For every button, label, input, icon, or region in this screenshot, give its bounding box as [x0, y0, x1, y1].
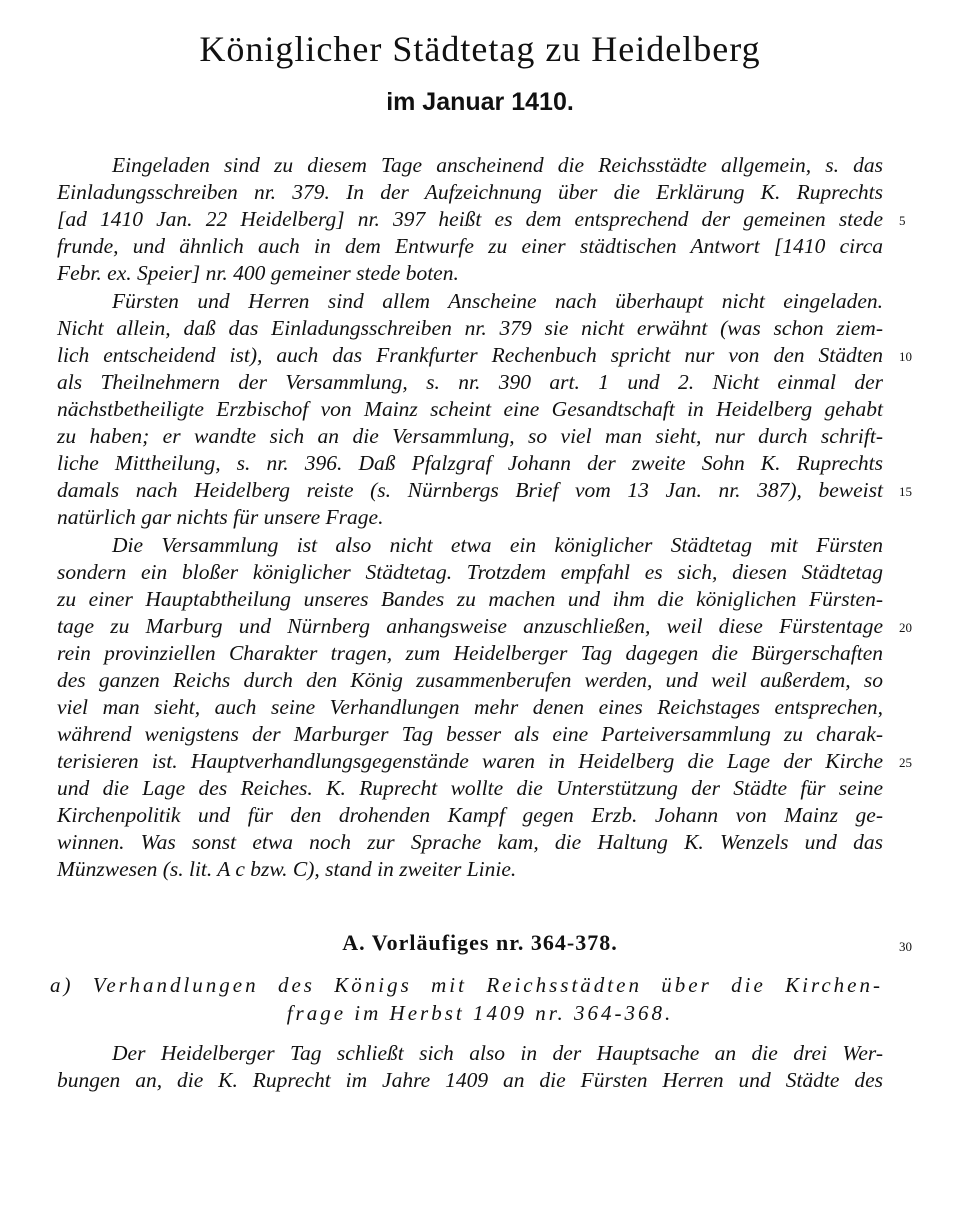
text-line: Nicht allein, daß das Einladungsschreiben nr. 379 sie nicht erwähnt (was schon ziem-	[57, 316, 883, 340]
text-line: tage zu Marburg und Nürnberg anhangsweise anzuschließen, weil diese Fürstentage	[57, 614, 883, 638]
line-number: 15	[899, 484, 912, 499]
page-subtitle: im Januar 1410.	[386, 88, 574, 116]
section-subheading-line: frage im Herbst 1409 nr. 364-368.	[286, 1001, 674, 1025]
text-line: zu einer Hauptabtheilung unseres Bandes zu machen und ihm die königlichen Fürsten-	[57, 587, 883, 611]
line-number: 25	[899, 755, 912, 770]
text-line: sondern ein bloßer königlicher Städtetag. Trotzdem empfahl es sich, diesen Städtetag	[57, 560, 883, 584]
text-line: während wenigstens der Marburger Tag besser als eine Parteiversammlung zu charak-	[57, 722, 883, 746]
text-line: Fürsten und Herren sind allem Anscheine nach überhaupt nicht eingeladen.	[112, 289, 883, 313]
line-number: 20	[899, 620, 912, 635]
section-heading: A. Vorläufiges nr. 364-378.	[342, 930, 618, 955]
text-line: Febr. ex. Speier] nr. 400 gemeiner stede boten.	[57, 261, 459, 285]
text-line: Die Versammlung ist also nicht etwa ein königlicher Städtetag mit Fürsten	[112, 533, 883, 557]
text-line: [ad 1410 Jan. 22 Heidelberg] nr. 397 heißt es dem entsprechend der gemeinen stede	[57, 207, 883, 231]
text-line: und die Lage des Reiches. K. Ruprecht wollte die Unterstützung der Städte für seine	[57, 776, 883, 800]
text-line: Münzwesen (s. lit. A c bzw. C), stand in zweiter Linie.	[57, 857, 517, 881]
text-line: bungen an, die K. Ruprecht im Jahre 1409 an die Fürsten Herren und Städte des	[57, 1068, 883, 1092]
text-line: damals nach Heidelberg reiste (s. Nürnbergs Brief vom 13 Jan. nr. 387), beweist	[57, 478, 883, 502]
page-title: Königlicher Städtetag zu Heidelberg	[199, 29, 761, 69]
text-line: viel man sieht, auch seine Verhandlungen mehr denen eines Reichstages entsprechen,	[57, 695, 883, 719]
section-subheading-line: a) Verhandlungen des Königs mit Reichsstädten über die Kirchen-	[50, 973, 883, 997]
line-number: 5	[899, 213, 906, 228]
text-line: frunde, und ähnlich auch in dem Entwurfe zu einer städtischen Antwort [1410 circa	[57, 234, 883, 258]
text-line: Einladungsschreiben nr. 379. In der Aufzeichnung über die Erklärung K. Ruprechts	[57, 180, 883, 204]
text-line: winnen. Was sonst etwa noch zur Sprache kam, die Haltung K. Wenzels und das	[57, 830, 883, 854]
text-line: natürlich gar nichts für unsere Frage.	[57, 505, 384, 529]
text-line: Kirchenpolitik und für den drohenden Kampf gegen Erzb. Johann von Mainz ge-	[57, 803, 883, 827]
text-line: des ganzen Reichs durch den König zusammenberufen werden, und weil außerdem, so	[57, 668, 883, 692]
text-line: rein provinziellen Charakter tragen, zum Heidelberger Tag dagegen die Bürgerschaften	[57, 641, 883, 665]
text-line: lich entscheidend ist), auch das Frankfurter Rechenbuch spricht nur von den Städten	[57, 343, 883, 367]
text-line: zu haben; er wandte sich an die Versammlung, so viel man sieht, nur durch schrift-	[57, 424, 883, 448]
line-number: 10	[899, 349, 912, 364]
text-line: terisieren ist. Hauptverhandlungsgegenstände waren in Heidelberg die Lage der Kirche	[57, 749, 883, 773]
text-line: liche Mittheilung, s. nr. 396. Daß Pfalzgraf Johann der zweite Sohn K. Ruprechts	[57, 451, 883, 475]
text-line: Der Heidelberger Tag schließt sich also in der Hauptsache an die drei Wer-	[112, 1041, 883, 1065]
text-line: nächstbetheiligte Erzbischof von Mainz scheint eine Gesandtschaft in Heidelberg gehabt	[57, 397, 883, 421]
text-line: Eingeladen sind zu diesem Tage anscheinend die Reichsstädte allgemein, s. das	[112, 153, 883, 177]
text-line: als Theilnehmern der Versammlung, s. nr. 390 art. 1 und 2. Nicht einmal der	[57, 370, 883, 394]
line-number: 30	[899, 939, 912, 954]
